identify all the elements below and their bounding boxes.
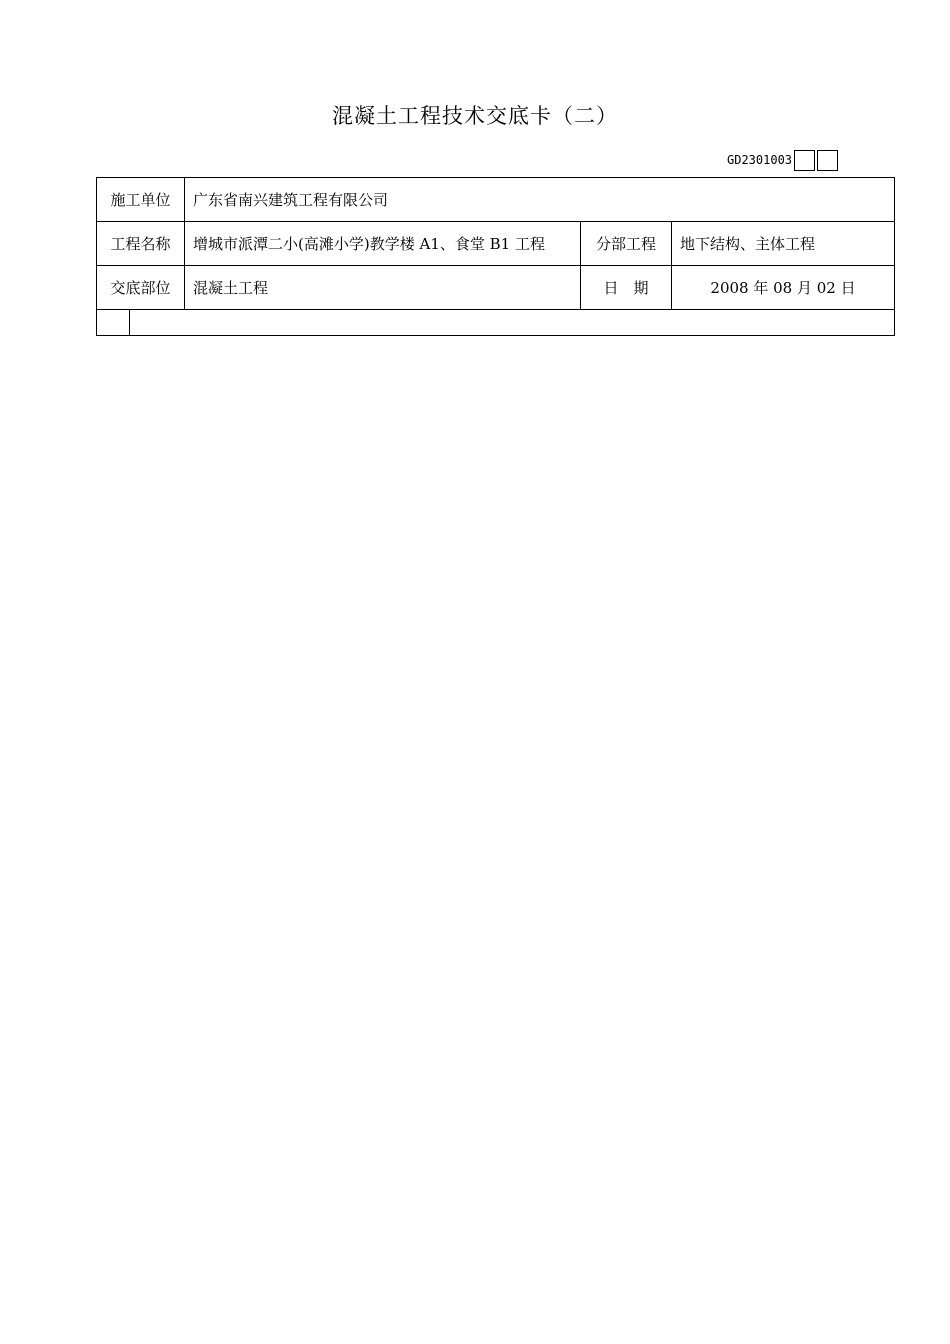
table-row [97, 222, 895, 266]
disclosure-part-label: 交底部位 [97, 266, 185, 310]
date-label: 日 期 [581, 266, 672, 310]
document-code: GD2301003 [727, 153, 793, 167]
empty-cell-wide [130, 310, 895, 336]
sub-project-label: 分部工程 [581, 222, 672, 266]
table-row-empty [97, 310, 895, 336]
date-value: 2008 年 08 月 02 日 [672, 266, 895, 310]
project-name-value: 增城市派潭二小(高滩小学)教学楼 A1、食堂 B1 工程 [185, 222, 581, 266]
document-code-row [727, 148, 838, 172]
empty-cell-narrow [97, 310, 130, 336]
disclosure-part-value: 混凝土工程 [185, 266, 581, 310]
table-row [97, 266, 895, 310]
table-row [97, 178, 895, 222]
code-box-1[interactable] [794, 150, 815, 171]
construction-unit-label: 施工单位 [97, 178, 185, 222]
project-name-label: 工程名称 [97, 222, 185, 266]
code-box-2[interactable] [817, 150, 838, 171]
construction-unit-value: 广东省南兴建筑工程有限公司 [185, 178, 895, 222]
document-title: 混凝土工程技术交底卡（二） [332, 104, 618, 128]
disclosure-table [96, 177, 895, 336]
sub-project-value: 地下结构、主体工程 [672, 222, 895, 266]
